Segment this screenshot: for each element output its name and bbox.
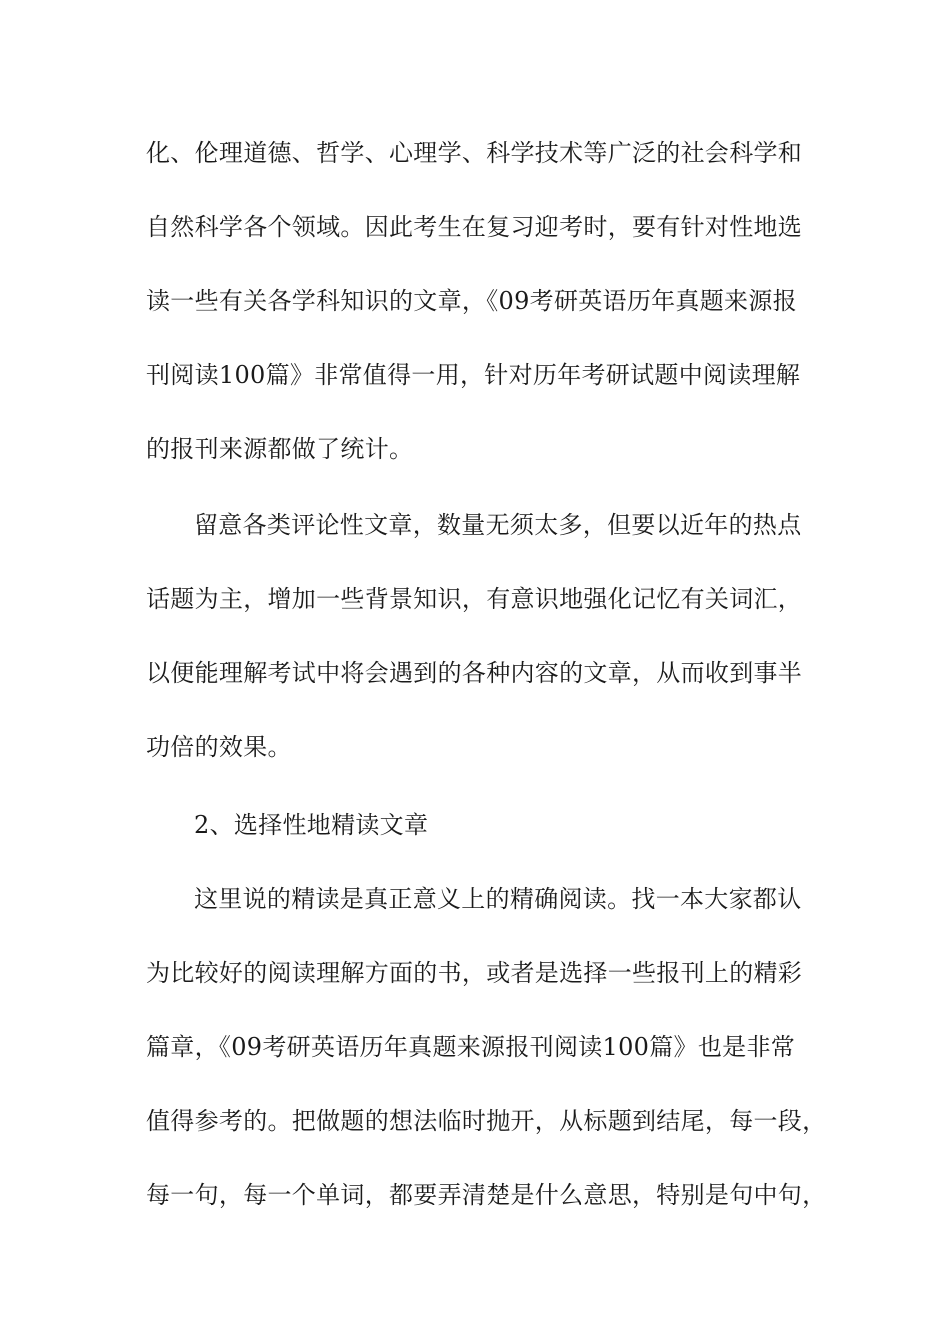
text-line: 刊阅读100篇》非常值得一用，针对历年考研试题中阅读理解 [146, 361, 801, 389]
paragraph-start-line: 留意各类评论性文章，数量无须太多，但要以近年的热点 [194, 511, 802, 539]
text-line: 为比较好的阅读理解方面的书，或者是选择一些报刊上的精彩 [146, 959, 803, 987]
text-line: 的报刊来源都做了统计。 [146, 435, 414, 463]
text-line: 话题为主，增加一些背景知识，有意识地强化记忆有关词汇， [146, 585, 803, 613]
text-line: 每一句，每一个单词，都要弄清楚是什么意思，特别是句中句， [146, 1181, 827, 1209]
text-line: 值得参考的。把做题的想法临时抛开，从标题到结尾，每一段， [146, 1107, 827, 1135]
text-line: 功倍的效果。 [146, 733, 292, 761]
paragraph-start-line: 这里说的精读是真正意义上的精确阅读。找一本大家都认 [194, 885, 802, 913]
text-line: 以便能理解考试中将会遇到的各种内容的文章，从而收到事半 [146, 659, 803, 687]
section-heading: 2、选择性地精读文章 [194, 811, 429, 839]
text-line: 自然科学各个领域。因此考生在复习迎考时，要有针对性地选 [146, 213, 803, 241]
text-line: 篇章，《09考研英语历年真题来源报刊阅读100篇》也是非常 [146, 1033, 796, 1061]
text-line: 化、伦理道德、哲学、心理学、科学技术等广泛的社会科学和 [146, 139, 803, 167]
text-line: 读一些有关各学科知识的文章，《09考研英语历年真题来源报 [146, 287, 797, 315]
